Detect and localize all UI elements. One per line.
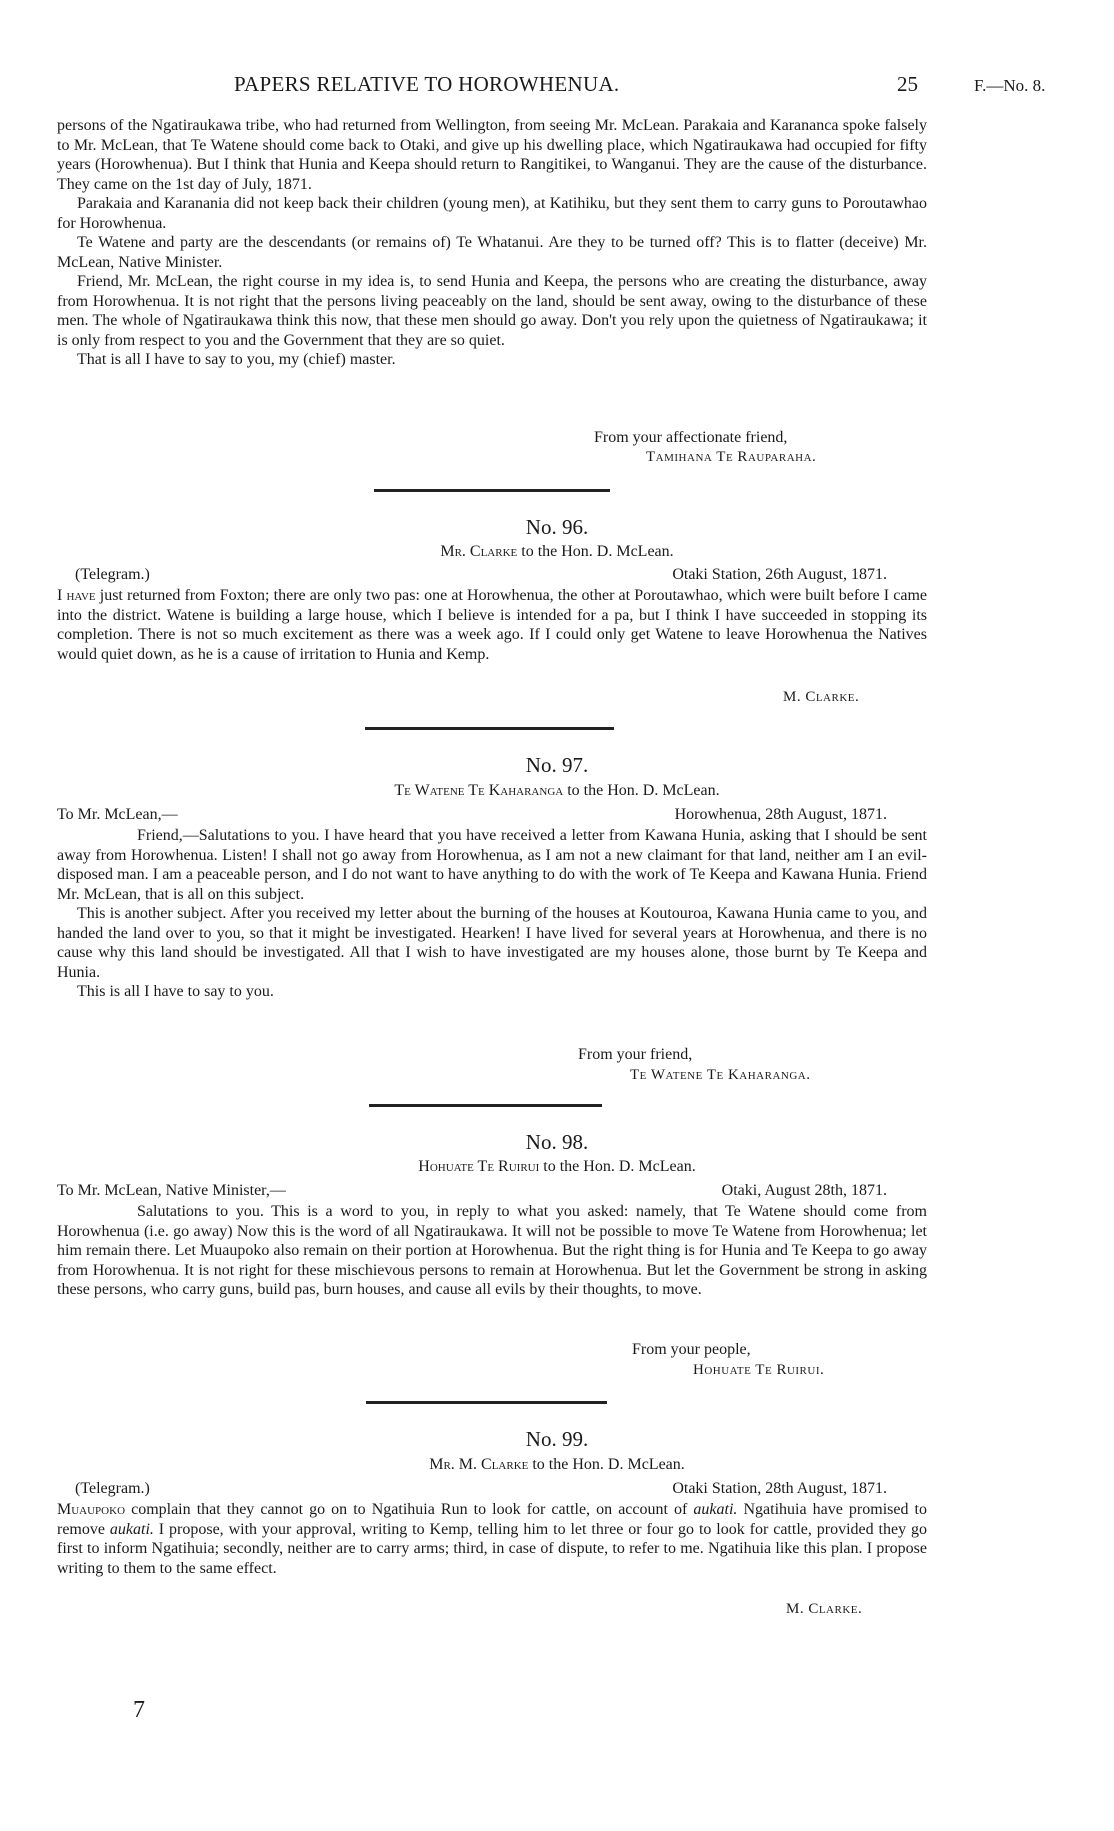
letter-continuation xyxy=(57,116,927,370)
paragraph: Friend,—Salutations to you. I have heard that you have received a letter from Kawana Hunia, asking that I should be sent away from Horowhenua. Listen! I shall not go away from Horowhenua, as I am not a new claimant for that land, neither am I an evil-disposed man. I am a peaceable person, and I do not want to have anything to do with the work of Te Keepa and Kawana Hunia. Friend Mr. McLean, that is all on this subject. xyxy=(57,827,927,903)
dateline xyxy=(75,566,887,584)
signature: Hohuate Te Ruirui. xyxy=(693,1362,825,1378)
running-title: PAPERS RELATIVE TO HOROWHENUA. xyxy=(234,72,620,96)
letter-number: No. 97. xyxy=(525,753,589,777)
paragraph: That is all I have to say to you, my (chief) master. xyxy=(77,351,396,368)
heading-recipient: to the Hon. D. McLean. xyxy=(521,543,674,560)
telegram-label: (Telegram.) xyxy=(75,566,150,583)
closing-line: From your friend, xyxy=(578,1046,693,1063)
opening-word: Muaupoko xyxy=(57,1501,126,1518)
opening-word: I have xyxy=(57,587,96,604)
section-rule xyxy=(366,1401,607,1404)
heading-sender: Te Watene Te Kaharanga xyxy=(394,782,564,799)
salutation-address: To Mr. McLean,— xyxy=(57,806,178,823)
paragraph: I have just returned from Foxton; there are only two pas: one at Horowhenua, the other at Poroutawhao, which were built before I came into the district. Watene is building a large house, which I believe is intended for a pa, but I think I have succeeded in stopping its completion. There is not so much excitement as there was a week ago. If I could only get Watene to leave Horowhenua the Natives would quiet down, as he is a cause of irritation to Hunia and Kemp. xyxy=(57,587,927,663)
signature-mark: 7 xyxy=(133,1697,145,1723)
paragraph: Friend, Mr. McLean, the right course in my idea is, to send Hunia and Keepa, the persons who are creating the disturbance, away from Horowhenua. It is not right that the persons living peaceably on the land, should be sent away, owing to the disturbance of these men. The whole of Ngatiraukawa think this now, that these men should go away. Don't you rely upon the quietness of Ngatiraukawa; it is only from respect to you and the Government that they are so quiet. xyxy=(57,273,927,349)
place-date: Otaki Station, 26th August, 1871. xyxy=(672,566,887,583)
dateline xyxy=(75,1480,887,1498)
heading-recipient: to the Hon. D. McLean. xyxy=(532,1456,685,1473)
closing-line: From your affectionate friend, xyxy=(594,429,788,446)
signature: M. Clarke. xyxy=(786,1601,863,1617)
paragraph: This is all I have to say to you. xyxy=(77,983,274,1000)
place-date: Horowhenua, 28th August, 1871. xyxy=(674,806,887,823)
place-date: Otaki, August 28th, 1871. xyxy=(721,1182,887,1199)
place-date: Otaki Station, 28th August, 1871. xyxy=(672,1480,887,1497)
letter-body xyxy=(57,1500,927,1578)
letter-number: No. 98. xyxy=(525,1130,589,1154)
section-rule xyxy=(365,727,614,730)
signature: M. Clarke. xyxy=(783,689,860,705)
section-rule xyxy=(369,1104,602,1107)
letter-number: No. 96. xyxy=(525,515,589,539)
heading-sender: Mr. Clarke xyxy=(440,543,518,560)
dateline xyxy=(57,806,887,824)
paragraph: Parakaia and Karanania did not keep back their children (young men), at Katihiku, but they sent them to carry guns to Poroutawhao for Horowhenua. xyxy=(57,195,927,232)
letter-body xyxy=(57,826,927,1002)
letter-number: No. 99. xyxy=(525,1427,589,1451)
closing-line: From your people, xyxy=(632,1341,751,1358)
letter-heading xyxy=(0,782,1114,800)
paragraph: This is another subject. After you received my letter about the burning of the houses at Koutouroa, Kawana Hunia came to you, and handed the land over to you, so that it might be investigated. Hearken! I have lived for several years at Horowhenua, and there is no cause why this land should be investigated. All that I wish to have investigated are my houses alone, those burnt by Te Keepa and Hunia. xyxy=(57,905,927,981)
paragraph: Te Watene and party are the descendants (or remains of) Te Whatanui. Are they to be turned off? This is to flatter (deceive) Mr. McLean, Native Minister. xyxy=(57,234,927,271)
paragraph: Salutations to you. This is a word to you, in reply to what you asked: namely, that Te Watene should come from Horowhenua (i.e. go away) Now this is the word of all Ngatiraukawa. It will not be possible to move Te Watene from Horowhenua; let him remain there. Let Muaupoko also remain on their portion at Horowhenua. But the right thing is for Hunia and Te Keepa to go away from Horowhenua. It is not right for these mischievous persons to remain at Horowhenua. But let the Government be strong in asking these persons, who carry guns, build pas, burn houses, and cause all evils by their thoughts, to move. xyxy=(57,1203,927,1298)
heading-sender: Hohuate Te Ruirui xyxy=(418,1158,540,1175)
telegram-label: (Telegram.) xyxy=(75,1480,150,1497)
letter-body xyxy=(57,586,927,664)
salutation-address: To Mr. McLean, Native Minister,— xyxy=(57,1182,286,1199)
letter-heading xyxy=(0,1158,1114,1176)
heading-recipient: to the Hon. D. McLean. xyxy=(543,1158,696,1175)
paragraph: persons of the Ngatiraukawa tribe, who had returned from Wellington, from seeing Mr. McLean. Parakaia and Karananca spoke falsely to Mr. McLean, that Te Watene should come back to Otaki, and give up his dwelling place, which Ngatiraukawa had occupied for fifty years (Horowhenua). But I think that Hunia and Keepa should return to Rangitikei, to Wanganui. They are the cause of the disturbance. They came on the 1st day of July, 1871. xyxy=(57,117,927,193)
paragraph: Muaupoko complain that they cannot go on to Ngatihuia Run to look for cattle, on account of aukati. Ngatihuia have promised to remove aukati. I propose, with your approval, writing to Kemp, telling him to let three or four go to look for cattle, provided they go first to inform Ngatihuia; secondly, neither are to carry arms; third, in case of dispute, to refer to me. Ngatihuia like this plan. I propose writing to them to the same effect. xyxy=(57,1501,928,1577)
letter-heading xyxy=(0,543,1114,561)
heading-recipient: to the Hon. D. McLean. xyxy=(567,782,720,799)
paper-reference: F.—No. 8. xyxy=(974,76,1046,95)
page-number: 25 xyxy=(897,72,918,96)
heading-sender: Mr. M. Clarke xyxy=(429,1456,529,1473)
signature: Tamihana Te Rauparaha. xyxy=(646,449,817,465)
section-rule xyxy=(374,489,610,492)
signature: Te Watene Te Kaharanga. xyxy=(630,1067,811,1083)
letter-heading xyxy=(0,1456,1114,1474)
dateline xyxy=(57,1182,887,1200)
letter-body xyxy=(57,1202,927,1300)
